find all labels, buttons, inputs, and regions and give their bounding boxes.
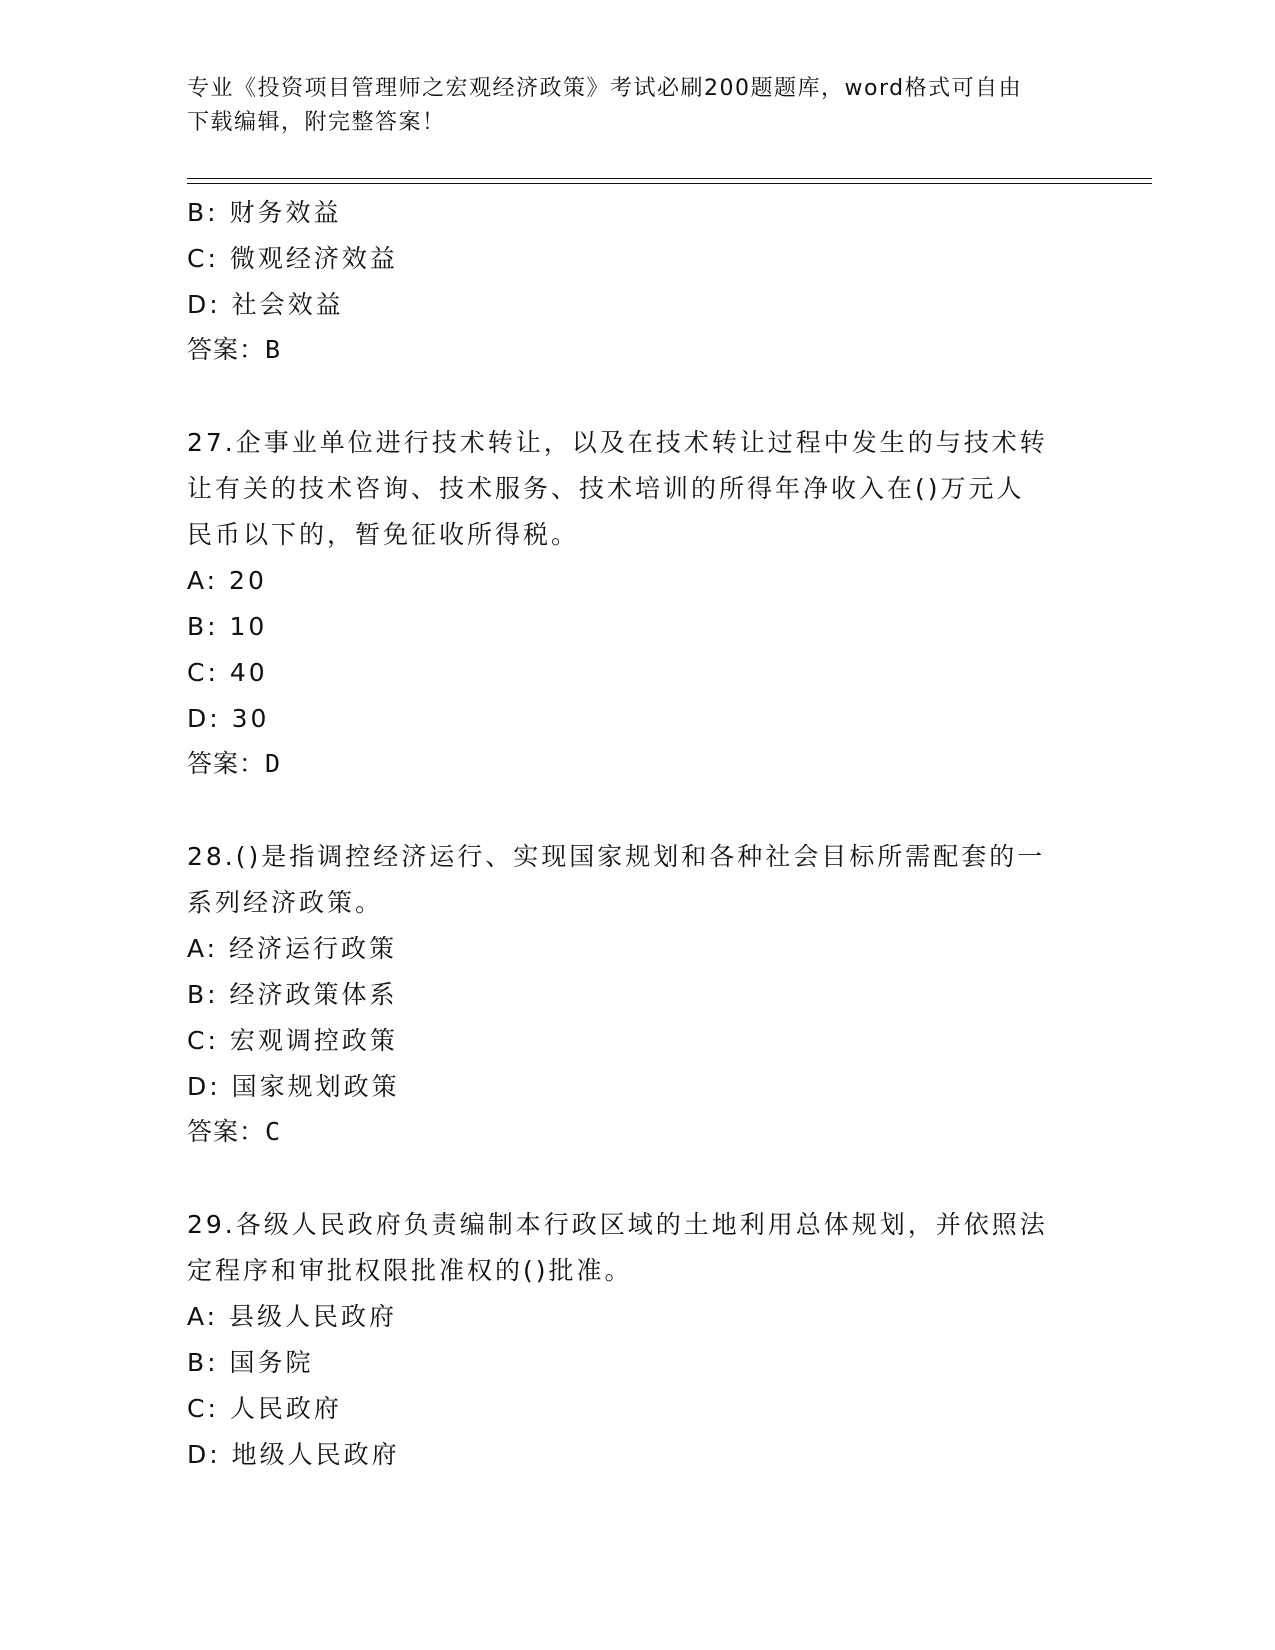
option-a: A: 20: [187, 566, 267, 595]
option-a: A: 县级人民政府: [187, 1302, 398, 1331]
question-text-line: 27.企事业单位进行技术转让，以及在技术转让过程中发生的与技术转: [187, 428, 1048, 457]
answer-line: 答案：C: [187, 1117, 282, 1146]
question-list: [187, 190, 1087, 1478]
spacer: [187, 372, 1087, 420]
header-line-2: 下载编辑，附完整答案！: [187, 110, 446, 135]
header-rule-bottom: [187, 183, 1152, 184]
option-c: C: 人民政府: [187, 1394, 342, 1423]
option-d: D: 地级人民政府: [187, 1440, 400, 1469]
option-c: C: 40: [187, 658, 268, 687]
question-26-tail: [187, 190, 1087, 372]
question-text-line: 定程序和审批权限批准权的()批准。: [187, 1256, 633, 1285]
option-d: D: 社会效益: [187, 290, 344, 319]
question-text-line: 系列经济政策。: [187, 888, 384, 917]
answer-line: 答案：D: [187, 749, 282, 778]
option-c: C: 宏观调控政策: [187, 1026, 398, 1055]
question-29: [187, 1202, 1087, 1478]
question-text-line: 28.()是指调控经济运行、实现国家规划和各种社会目标所需配套的一: [187, 842, 1046, 871]
spacer: [187, 786, 1087, 834]
option-c: C: 微观经济效益: [187, 244, 398, 273]
option-b: B: 经济政策体系: [187, 980, 398, 1009]
answer-line: 答案：B: [187, 335, 282, 364]
question-28: [187, 834, 1087, 1154]
option-b: B: 国务院: [187, 1348, 314, 1377]
question-text-line: 民币以下的，暂免征收所得税。: [187, 520, 580, 549]
option-b: B: 财务效益: [187, 198, 342, 227]
option-a: A: 经济运行政策: [187, 934, 398, 963]
option-d: D: 30: [187, 704, 270, 733]
spacer: [187, 1154, 1087, 1202]
question-text-line: 让有关的技术咨询、技术服务、技术培训的所得年净收入在()万元人: [187, 474, 1025, 503]
header-line-1: 专业《投资项目管理师之宏观经济政策》考试必刷200题题库，word格式可自由: [187, 76, 1023, 101]
question-27: [187, 420, 1087, 786]
document-header: [187, 72, 1087, 140]
option-b: B: 10: [187, 612, 268, 641]
question-text-line: 29.各级人民政府负责编制本行政区域的土地利用总体规划，并依照法: [187, 1210, 1048, 1239]
header-rule-top: [187, 178, 1152, 179]
option-d: D: 国家规划政策: [187, 1072, 400, 1101]
